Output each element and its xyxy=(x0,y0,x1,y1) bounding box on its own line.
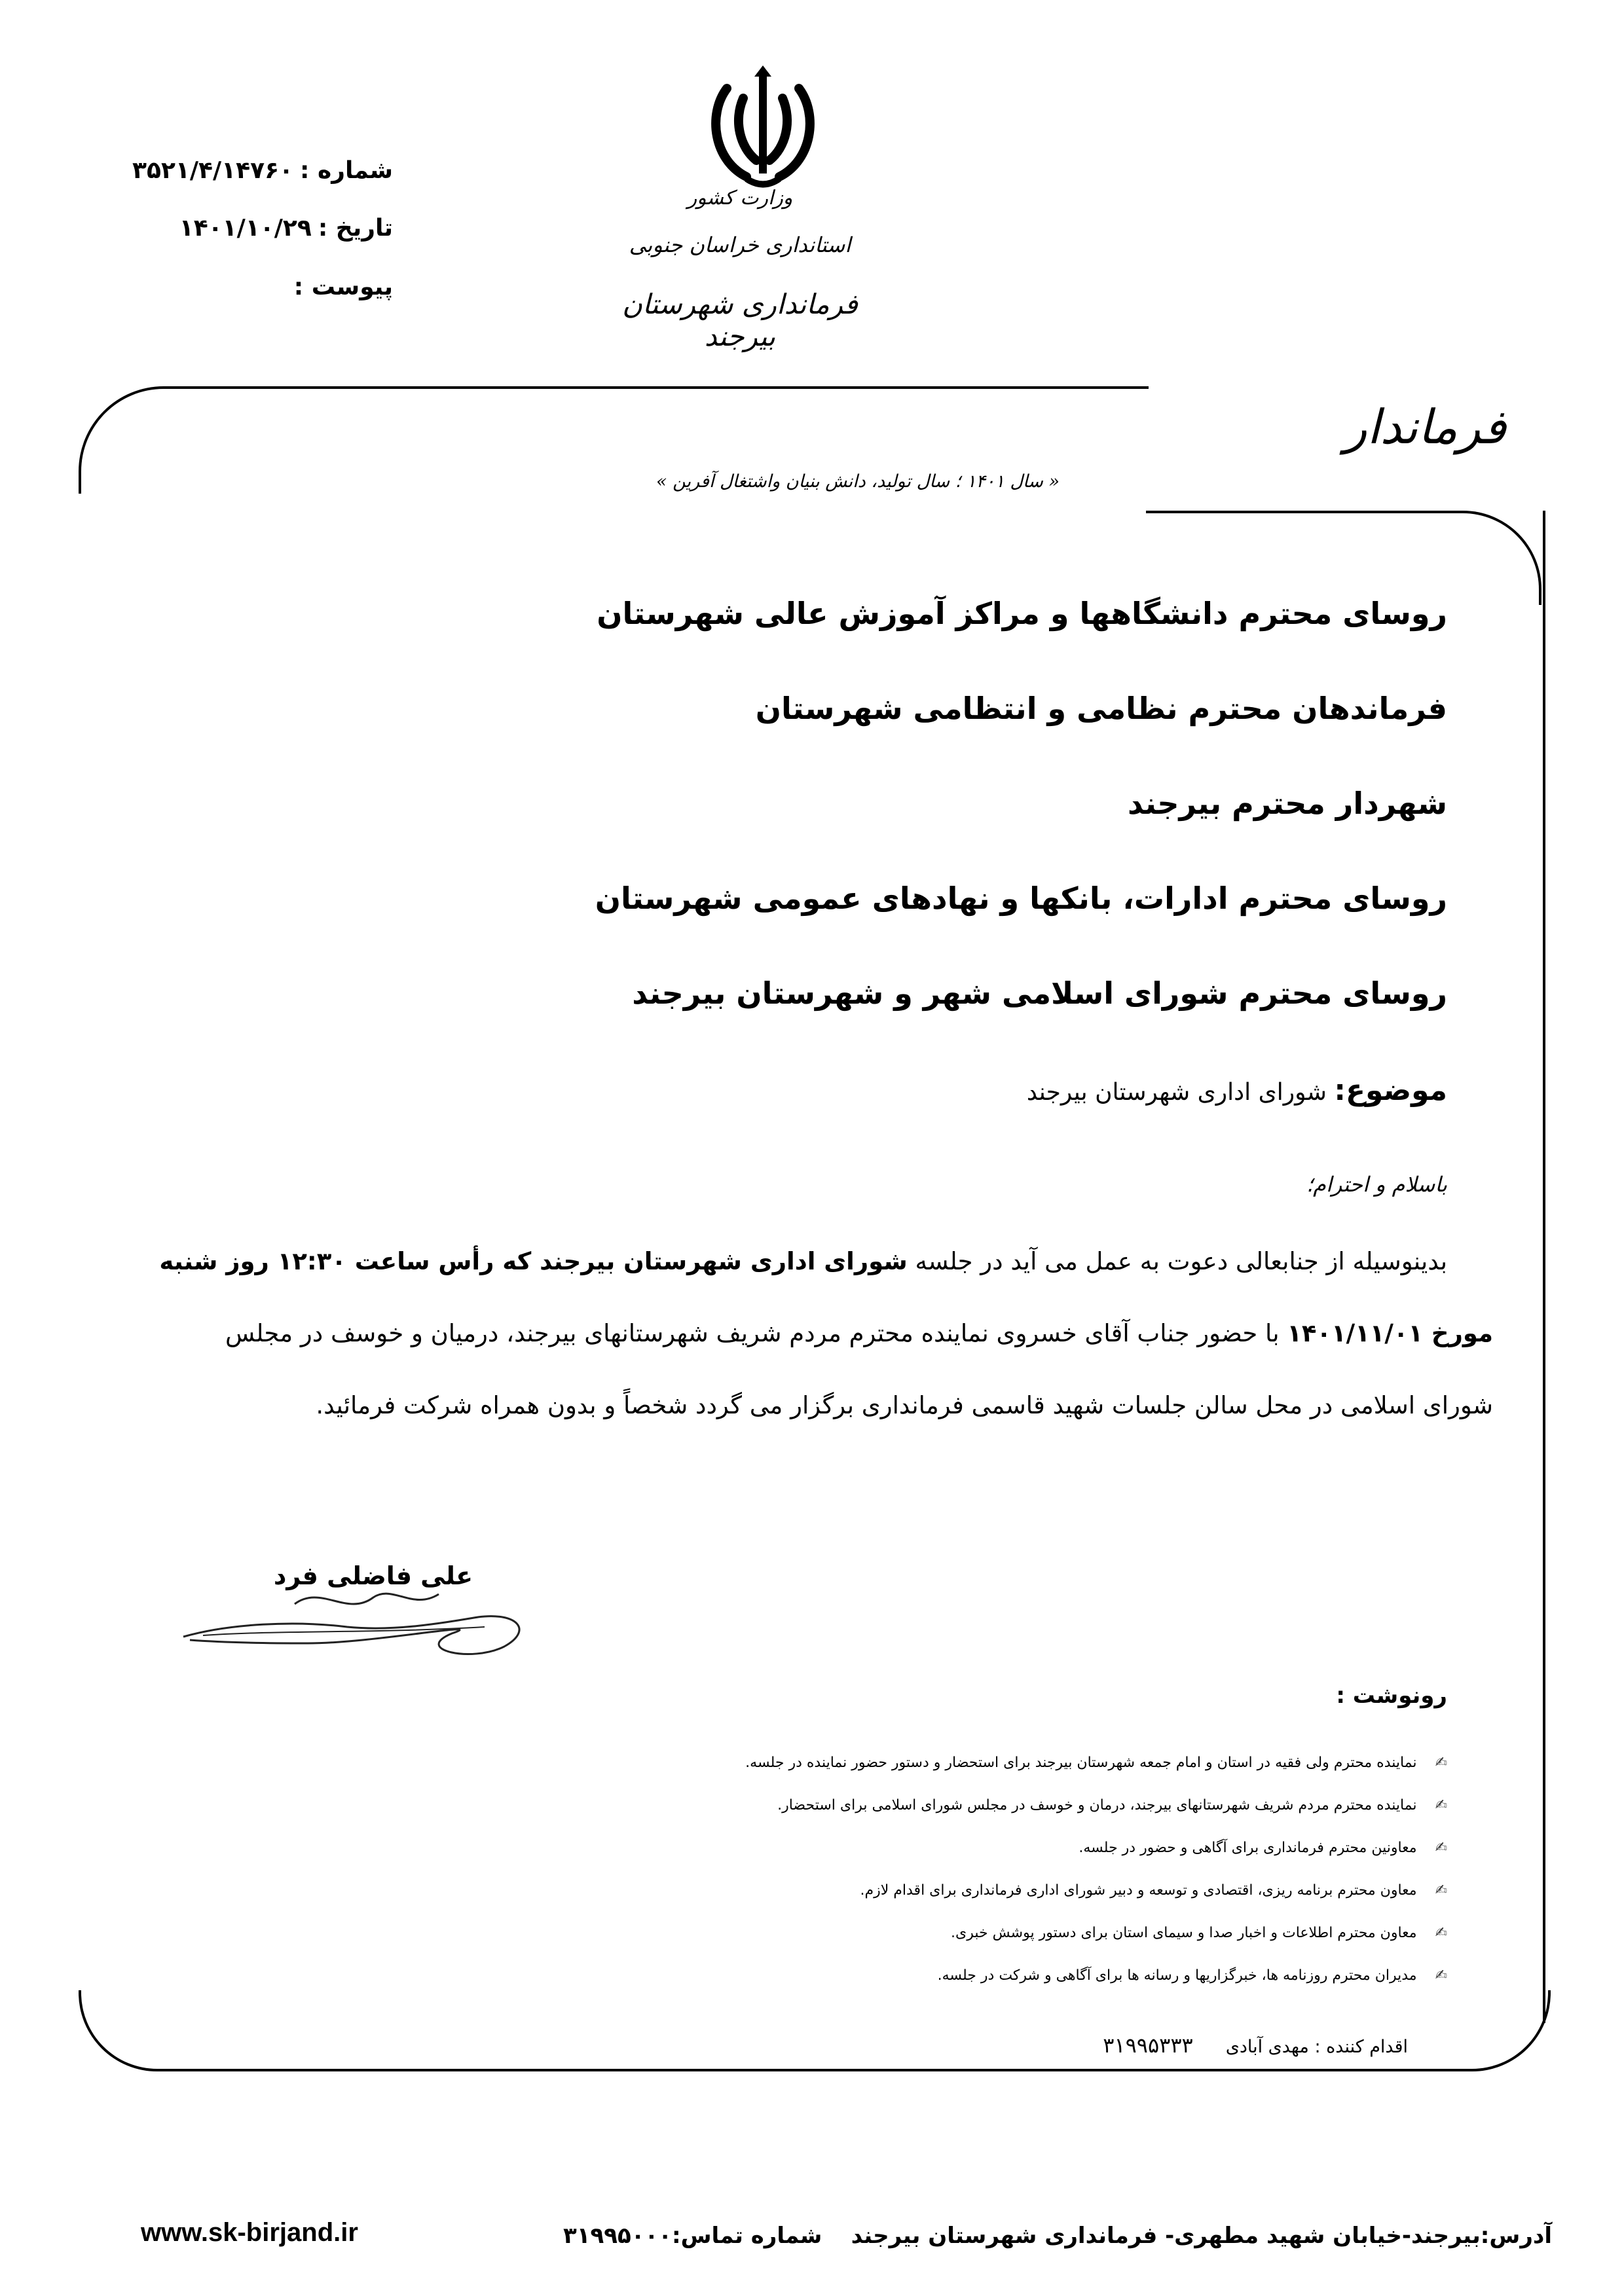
addressee-line: روسای محترم ادارات، بانکها و نهادهای عمومی شهرستان xyxy=(595,881,1447,916)
frame-border xyxy=(1543,511,1545,2023)
addressee-line: فرماندهان محترم نظامی و انتظامی شهرستان xyxy=(755,691,1447,726)
office-name: فرمانداری شهرستان بیرجند xyxy=(622,288,858,352)
pen-icon: ✍ xyxy=(1435,1797,1447,1813)
cc-title: رونوشت : xyxy=(1336,1683,1447,1709)
website-link[interactable]: www.sk-birjand.ir xyxy=(141,2218,358,2247)
cc-item: ✍معاون محترم اطلاعات و اخبار صدا و سیمای استان برای دستور پوشش خبری. xyxy=(951,1925,1447,1941)
body-line: مورخ ۱۴۰۱/۱۱/۰۱ با حضور جناب آقای خسروی نماینده محترم مردم شریف شهرستانهای بیرجند، درمیان و خوسف در مجلس xyxy=(225,1319,1493,1347)
salutation: باسلام و احترام؛ xyxy=(1306,1172,1447,1197)
pen-icon: ✍ xyxy=(1435,1882,1447,1899)
subject-label: موضوع: xyxy=(1334,1074,1447,1107)
footer-address: آدرس:بیرجند-خیابان شهید مطهری- فرمانداری شهرستان بیرجند xyxy=(851,2223,1552,2249)
year-slogan: « سال ۱۴۰۱ ؛ سال تولید، دانش بنیان واشتغال آفرین » xyxy=(655,471,1060,492)
frame-border xyxy=(1146,511,1541,605)
signer-name: علی فاضلی فرد xyxy=(273,1561,473,1590)
letter-date: تاریخ :۱۴۰۱/۱۰/۲۹ xyxy=(179,215,393,242)
pen-icon: ✍ xyxy=(1435,1840,1447,1856)
body-line: شورای اسلامی در محل سالن جلسات شهید قاسمی فرمانداری برگزار می گردد شخصاً و بدون همراه شرکت فرمائید. xyxy=(316,1391,1493,1419)
letter-number: شماره :۳۵۲۱/۴/۱۴۷۶۰ xyxy=(132,157,393,184)
cc-item: ✍مدیران محترم روزنامه ها، خبرگزاریها و رسانه ها برای آگاهی و شرکت در جلسه. xyxy=(937,1967,1447,1984)
pen-icon: ✍ xyxy=(1435,1925,1447,1941)
action-by: اقدام کننده : مهدی آبادی۳۱۹۹۵۳۳۳ xyxy=(1103,2033,1408,2058)
contact-phone: شماره تماس:۳۱۹۹۵۰۰۰ xyxy=(563,2223,822,2249)
addressee-line: روسای محترم شورای اسلامی شهر و شهرستان بیرجند xyxy=(632,975,1447,1011)
cc-item: ✍معاونین محترم فرمانداری برای آگاهی و حضور در جلسه. xyxy=(1079,1840,1447,1856)
farmandar-title: فرماندار xyxy=(1344,399,1506,454)
cc-item: ✍نماینده محترم مردم شریف شهرستانهای بیرجند، درمان و خوسف در مجلس شورای اسلامی برای استحضار. xyxy=(777,1797,1447,1813)
ministry-name: وزارت کشور xyxy=(687,187,793,210)
cc-item: ✍نماینده محترم ولی فقیه در استان و امام جمعه شهرستان بیرجند برای استحضار و دستور حضور نماینده در جلسه. xyxy=(745,1755,1447,1771)
frame-border xyxy=(79,1990,1551,2071)
action-phone: ۳۱۹۹۵۳۳۳ xyxy=(1103,2033,1193,2058)
cc-item: ✍معاون محترم برنامه ریزی، اقتصادی و توسعه و دبیر شورای اداری فرمانداری برای اقدام لازم. xyxy=(860,1882,1447,1899)
addressee-line: روسای محترم دانشگاهها و مراکز آموزش عالی شهرستان xyxy=(597,596,1447,631)
subject-line xyxy=(334,1074,1447,1107)
addressee-line: شهردار محترم بیرجند xyxy=(1127,786,1447,821)
province-name: استانداری خراسان جنوبی xyxy=(629,232,851,257)
letter-meta xyxy=(124,157,393,308)
body-line: بدینوسیله از جنابعالی دعوت به عمل می آید در جلسه شورای اداری شهرستان بیرجند که رأس ساعت ۱۲:۳۰ روز شنبه xyxy=(159,1247,1447,1275)
pen-icon: ✍ xyxy=(1435,1967,1447,1984)
letter-attachment: پیوست : xyxy=(293,274,393,301)
pen-icon: ✍ xyxy=(1435,1755,1447,1771)
iran-emblem-icon xyxy=(701,62,825,193)
subject-text: شورای اداری شهرستان بیرجند xyxy=(1026,1079,1327,1106)
